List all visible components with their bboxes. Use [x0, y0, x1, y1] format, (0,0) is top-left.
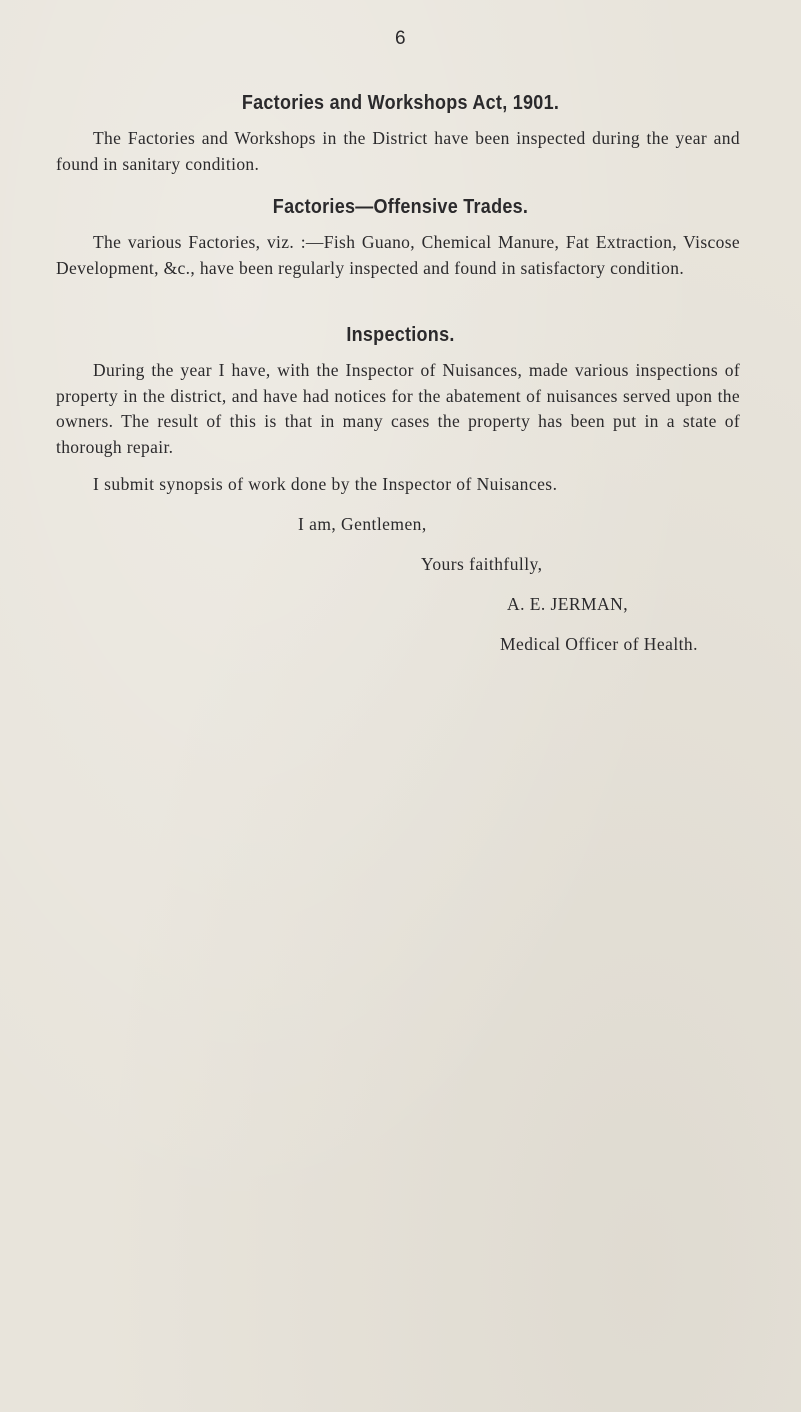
- paragraph-factories-workshops: The Factories and Workshops in the District have been inspected during the year and found in sanitary condition.: [56, 128, 740, 174]
- signatory-name: A. E. JERMAN,: [507, 594, 629, 614]
- heading-offensive-trades: Factories—Offensive Trades.: [272, 196, 529, 218]
- heading-factories-workshops-act: Factories and Workshops Act, 1901.: [241, 92, 560, 114]
- closing-statement: I submit synopsis of work done by the Inspector of Nuisances.: [93, 474, 558, 494]
- heading-inspections: Inspections.: [346, 324, 455, 346]
- paragraph-inspections: During the year I have, with the Inspector of Nuisances, made various inspections of property in the district, and have had notices for the abatement of nuisances served upon the owners. The result of this is that in many cases the property has been put in a state of thorough repair.: [56, 360, 740, 457]
- page-number: 6: [394, 28, 407, 49]
- valediction: Yours faithfully,: [421, 554, 543, 574]
- salutation: I am, Gentlemen,: [298, 514, 427, 534]
- signatory-title: Medical Officer of Health.: [500, 634, 698, 654]
- paragraph-offensive-trades: The various Factories, viz. :—Fish Guano, Chemical Manure, Fat Extraction, Viscose Development, &c., have been regularly inspected and found in satisfactory condition.: [56, 232, 740, 278]
